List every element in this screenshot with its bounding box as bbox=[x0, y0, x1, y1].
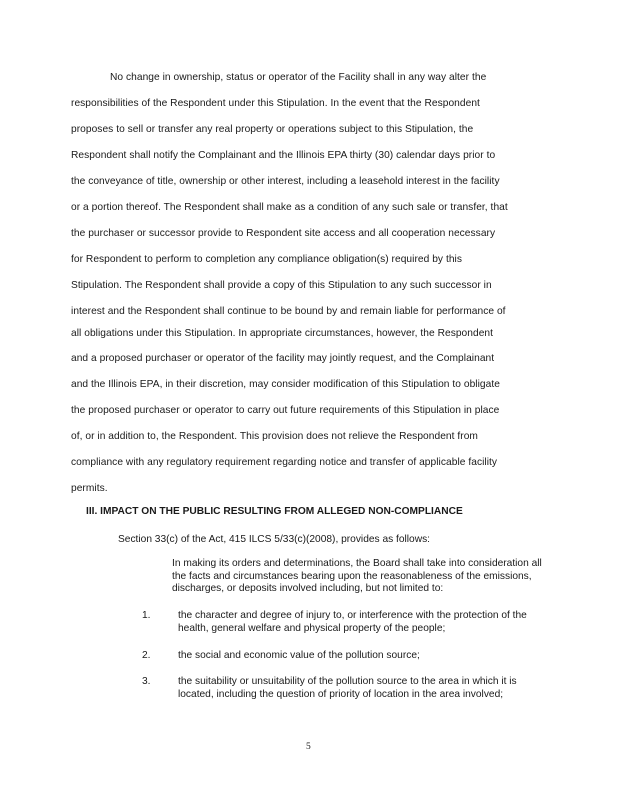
list-item-number: 1. bbox=[142, 610, 151, 621]
list-item-text: the suitability or unsuitability of the pollution source to the area in which it is located, including the question of priority of location in the area involved; bbox=[178, 676, 517, 700]
body-line: No change in ownership, status or operator of the Facility shall in any way alter the bbox=[110, 72, 487, 83]
body-line: and a proposed purchaser or operator of the facility may jointly request, and the Complainant bbox=[71, 353, 495, 364]
body-line: responsibilities of the Respondent under this Stipulation. In the event that the Respondent bbox=[71, 98, 480, 109]
body-line: permits. bbox=[71, 483, 108, 494]
block-quote-intro: In making its orders and determinations, the Board shall take into consideration all the facts and circumstances bearing upon the reasonableness of the emissions, discharges, or deposits involved including, but not limited to: bbox=[172, 558, 542, 595]
body-line: for Respondent to perform to completion any compliance obligation(s) required by this bbox=[71, 254, 463, 265]
body-line: the proposed purchaser or operator to carry out future requirements of this Stipulation in place bbox=[71, 405, 500, 416]
page-number: 5 bbox=[306, 742, 311, 752]
body-line: the purchaser or successor provide to Respondent site access and all cooperation necessary bbox=[71, 228, 496, 239]
body-line: of, or in addition to, the Respondent. This provision does not relieve the Respondent from bbox=[71, 431, 478, 442]
body-line: or a portion thereof. The Respondent shall make as a condition of any such sale or transfer, that bbox=[71, 202, 508, 213]
list-item-number: 2. bbox=[142, 650, 151, 661]
body-line: Stipulation. The Respondent shall provide a copy of this Stipulation to any such successor in bbox=[71, 280, 492, 291]
body-line: and the Illinois EPA, in their discretion, may consider modification of this Stipulation to obligate bbox=[71, 379, 500, 390]
body-line: compliance with any regulatory requirement regarding notice and transfer of applicable facility bbox=[71, 457, 498, 468]
section-heading: III. IMPACT ON THE PUBLIC RESULTING FROM ALLEGED NON-COMPLIANCE bbox=[86, 506, 463, 517]
body-line: Respondent shall notify the Complainant and the Illinois EPA thirty (30) calendar days prior to bbox=[71, 150, 496, 161]
body-line: the conveyance of title, ownership or other interest, including a leasehold interest in the facility bbox=[71, 176, 500, 187]
body-line: proposes to sell or transfer any real property or operations subject to this Stipulation, the bbox=[71, 124, 474, 135]
list-item-number: 3. bbox=[142, 676, 151, 687]
section-intro: Section 33(c) of the Act, 415 ILCS 5/33(c)(2008), provides as follows: bbox=[118, 534, 431, 545]
list-item-text: the social and economic value of the pollution source; bbox=[178, 650, 420, 661]
body-line: all obligations under this Stipulation. In appropriate circumstances, however, the Respondent bbox=[71, 328, 494, 339]
list-item-text: the character and degree of injury to, or interference with the protection of the health, general welfare and physical property of the people; bbox=[178, 610, 527, 634]
body-line: interest and the Respondent shall continue to be bound by and remain liable for performance of bbox=[71, 306, 506, 317]
